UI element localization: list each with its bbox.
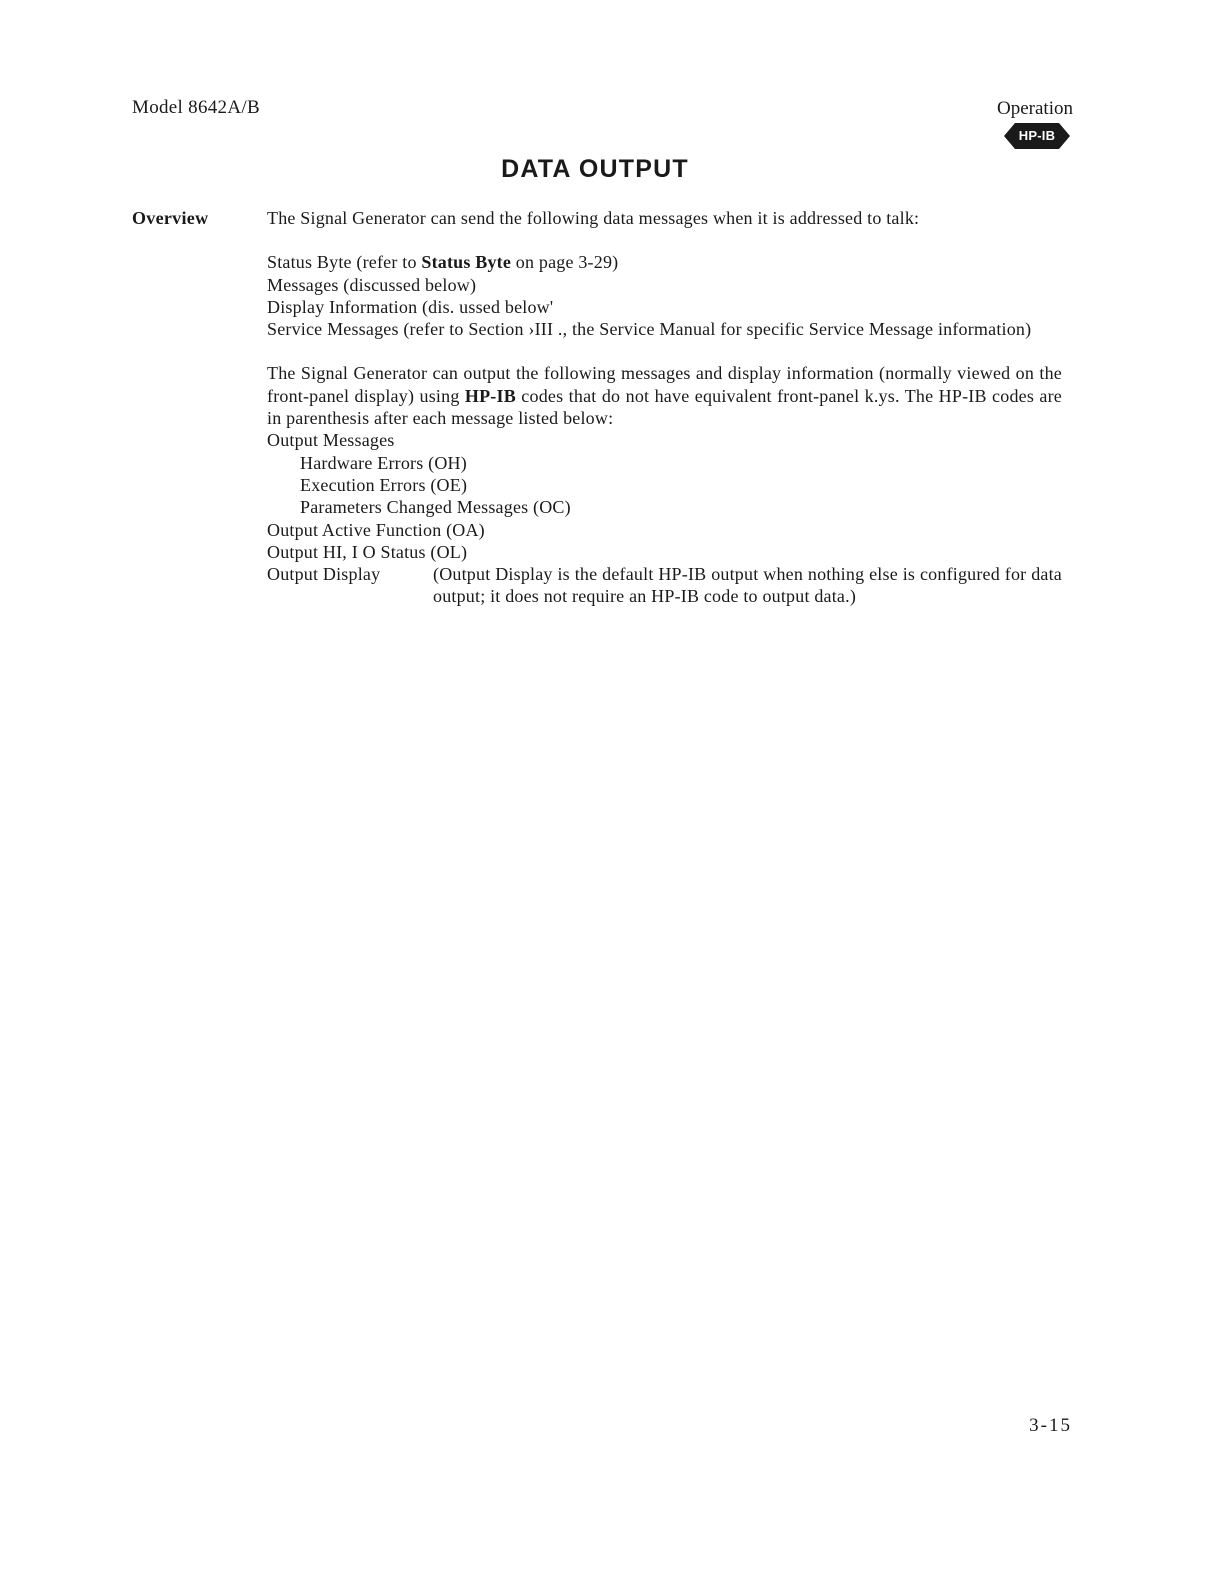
header-model: Model 8642A/B (132, 97, 260, 118)
para2-mid: codes that do not have equivalent front-panel k.ys. The HP-IB codes are in parenthesis after each message listed below: (267, 385, 1062, 429)
page-number: 3-15 (1029, 1415, 1072, 1436)
status-byte-post: on page 3-29) (511, 252, 619, 273)
status-byte-bold: Status Byte (421, 252, 512, 273)
hardware-errors-item: Hardware Errors (OH) (300, 452, 467, 473)
overview-label: Overview (132, 208, 209, 228)
para2-bold: HP-IB (464, 385, 516, 406)
status-byte-pre: Status Byte (refer to (267, 252, 422, 273)
display-info-item: Display Information (dis. ussed below' (267, 296, 554, 317)
output-intro-paragraph (267, 362, 1062, 429)
execution-errors-item: Execution Errors (OE) (300, 474, 468, 495)
output-display-item (267, 563, 1062, 608)
messages-item: Messages (discussed below) (267, 274, 477, 295)
output-messages-item: Output Messages (267, 430, 395, 451)
status-byte-item (267, 251, 1062, 273)
intro-paragraph: The Signal Generator can send the following data messages when it is addressed to talk: (267, 208, 920, 228)
page-title: DATA OUTPUT (501, 155, 689, 183)
header-section: Operation (997, 98, 1073, 119)
para2-pre: The Signal Generator can output the following messages and display information (normally viewed on the front-panel display) using (267, 363, 1062, 406)
output-display-desc: (Output Display is the default HP-IB output when nothing else is configured for data output; it does not require an HP-IB code to output data.) (433, 564, 1062, 607)
output-display-label: Output Display (267, 564, 381, 585)
hp-ib-badge-label: HP-IB (1018, 128, 1056, 143)
overview-body (267, 207, 1062, 608)
hp-ib-badge (1004, 123, 1070, 149)
output-active-function-item: Output Active Function (OA) (267, 519, 485, 540)
parameters-changed-item: Parameters Changed Messages (OC) (300, 497, 571, 518)
output-hilo-status-item: Output HI, I O Status (OL) (267, 541, 468, 562)
service-messages-item: Service Messages (refer to Section ›III ., the Service Manual for specific Service Message information) (267, 319, 1032, 340)
